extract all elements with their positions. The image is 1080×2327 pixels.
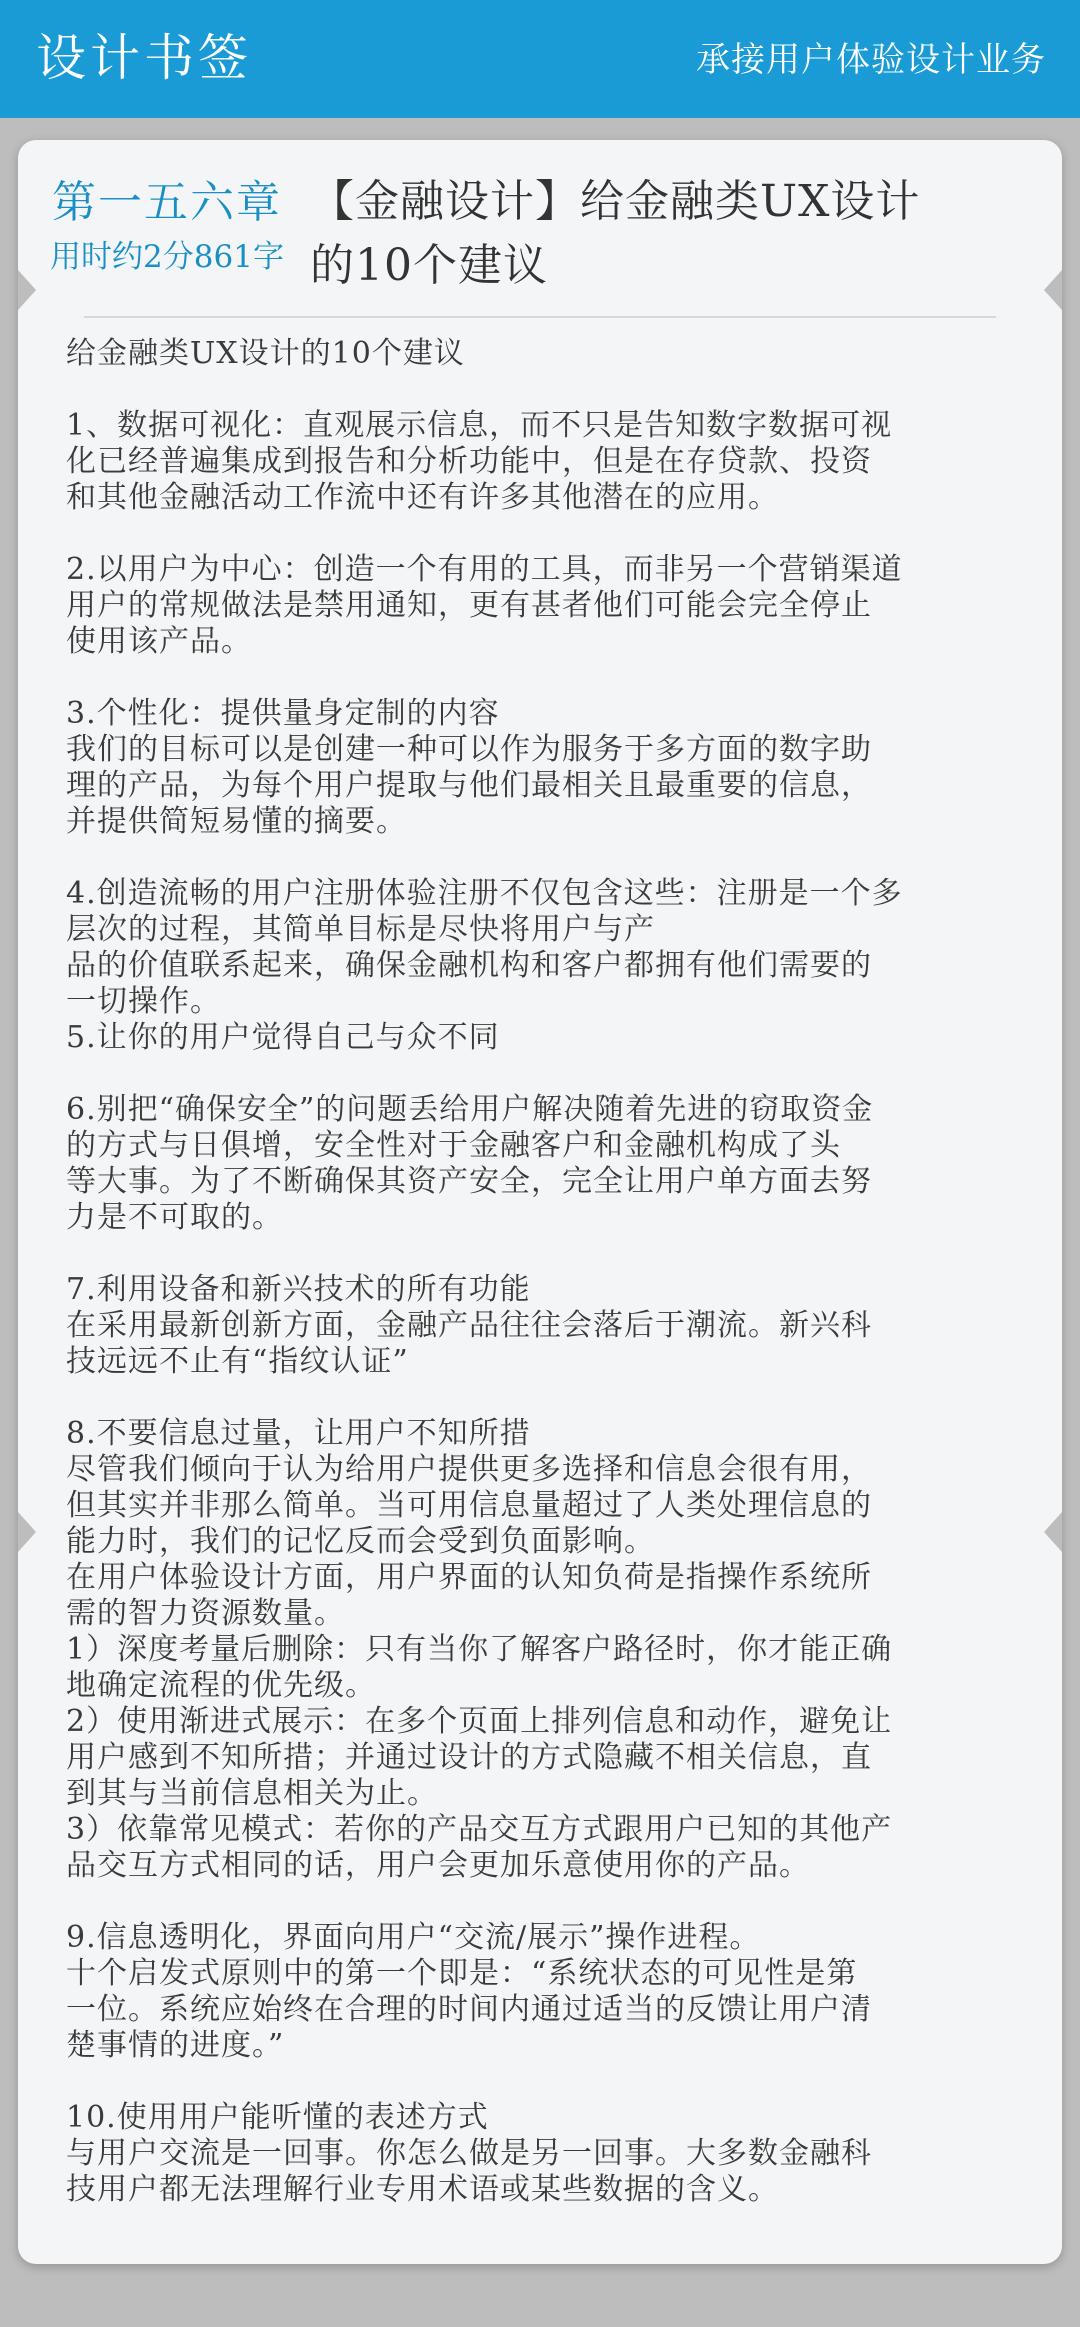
article-line: 技用户都无法理解行业专用术语或某些数据的含义。: [66, 2172, 779, 2207]
article-line: 等大事。为了不断确保其资产安全，完全让用户单方面去努: [66, 1164, 872, 1199]
article-line: 楚事情的进度。”: [66, 2028, 285, 2063]
paragraph-spacer: [66, 2064, 1041, 2100]
article-line: 10.使用用户能听懂的表述方式: [66, 2100, 489, 2135]
article-line: 用户感到不知所措；并通过设计的方式隐藏不相关信息，直: [66, 1740, 872, 1775]
article-line: 理的产品，为每个用户提取与他们最相关且最重要的信息，: [66, 768, 872, 803]
article-line: 但其实并非那么简单。当可用信息量超过了人类处理信息的: [66, 1488, 872, 1523]
paragraph-spacer: [66, 372, 1041, 408]
article-line: 需的智力资源数量。: [66, 1596, 345, 1631]
article-line: 3.个性化：提供量身定制的内容: [66, 696, 500, 731]
article-line: 2.以用户为中心：创造一个有用的工具，而非另一个营销渠道: [66, 552, 903, 587]
article-line: 一切操作。: [66, 984, 221, 1019]
article-line: 品的价值联系起来，确保金融机构和客户都拥有他们需要的: [66, 948, 872, 983]
paragraph-spacer: [66, 1236, 1041, 1272]
article-line: 一位。系统应始终在合理的时间内通过适当的反馈让用户清: [66, 1992, 872, 2027]
article-line: 9.信息透明化，界面向用户“交流/展示”操作进程。: [66, 1920, 761, 1955]
article-line: 2）使用渐进式展示：在多个页面上排列信息和动作，避免让: [66, 1704, 893, 1739]
read-time: 用时约2分861字: [50, 239, 284, 275]
article-line: 化已经普遍集成到报告和分析功能中，但是在存贷款、投资: [66, 444, 872, 479]
article-line: 和其他金融活动工作流中还有许多其他潜在的应用。: [66, 480, 779, 515]
brand-logo[interactable]: 设计书签: [36, 29, 252, 87]
article-line: 与用户交流是一回事。你怎么做是另一回事。大多数金融科: [66, 2136, 872, 2171]
article-line: 能力时，我们的记忆反而会受到负面影响。: [66, 1524, 655, 1559]
paragraph-spacer: [66, 1056, 1041, 1092]
article-line: 6.别把“确保安全”的问题丢给用户解决随着先进的窃取资金: [66, 1092, 874, 1127]
article-line: 5.让你的用户觉得自己与众不同: [66, 1020, 500, 1055]
paragraph-spacer: [66, 660, 1041, 696]
article-title: [310, 170, 1020, 298]
article-body: [66, 336, 1041, 2208]
article-line: 8.不要信息过量，让用户不知所措: [66, 1416, 531, 1451]
article-line: 7.利用设备和新兴技术的所有功能: [66, 1272, 531, 1307]
article-line: 的方式与日俱增，安全性对于金融客户和金融机构成了头: [66, 1128, 841, 1163]
article-line: 给金融类UX设计的10个建议: [66, 336, 465, 371]
title-divider: [84, 316, 996, 318]
article-line: 在用户体验设计方面，用户界面的认知负荷是指操作系统所: [66, 1560, 872, 1595]
article-line: 力是不可取的。: [66, 1200, 283, 1235]
article-line: 地确定流程的优先级。: [66, 1668, 376, 1703]
paragraph-spacer: [66, 516, 1041, 552]
article-line: 到其与当前信息相关为止。: [66, 1776, 438, 1811]
chapter-number: 第一五六章: [52, 177, 282, 228]
article-line: 技远远不止有“指纹认证”: [66, 1344, 409, 1379]
paragraph-spacer: [66, 1884, 1041, 1920]
tagline: 承接用户体验设计业务: [696, 40, 1046, 80]
article-line: 4.创造流畅的用户注册体验注册不仅包含这些：注册是一个多: [66, 876, 903, 911]
article-line: 1、数据可视化：直观展示信息，而不只是告知数字数据可视: [66, 408, 893, 443]
top-bar: [0, 0, 1080, 118]
article-line: 我们的目标可以是创建一种可以作为服务于多方面的数字助: [66, 732, 872, 767]
article-line: 用户的常规做法是禁用通知，更有甚者他们可能会完全停止: [66, 588, 872, 623]
article-line: 3）依靠常见模式：若你的产品交互方式跟用户已知的其他产: [66, 1812, 893, 1847]
article-line: 层次的过程，其简单目标是尽快将用户与产: [66, 912, 655, 947]
article-line: 使用该产品。: [66, 624, 252, 659]
card-notch: [1044, 270, 1062, 310]
article-line: 尽管我们倾向于认为给用户提供更多选择和信息会很有用，: [66, 1452, 872, 1487]
article-line: 品交互方式相同的话，用户会更加乐意使用你的产品。: [66, 1848, 810, 1883]
card-notch: [18, 1512, 36, 1552]
article-line: 1）深度考量后删除：只有当你了解客户路径时，你才能正确: [66, 1632, 893, 1667]
article-line: 十个启发式原则中的第一个即是：“系统状态的可见性是第: [66, 1956, 858, 1991]
article-line: 在采用最新创新方面，金融产品往往会落后于潮流。新兴科: [66, 1308, 872, 1343]
article-card: [18, 140, 1062, 2264]
paragraph-spacer: [66, 1380, 1041, 1416]
card-notch: [1044, 1512, 1062, 1552]
article-line: 并提供简短易懂的摘要。: [66, 804, 407, 839]
article-title-line: 【金融设计】给金融类UX设计: [310, 176, 921, 227]
article-title-line: 的10个建议: [310, 240, 548, 291]
chapter-info: [32, 174, 302, 278]
paragraph-spacer: [66, 840, 1041, 876]
